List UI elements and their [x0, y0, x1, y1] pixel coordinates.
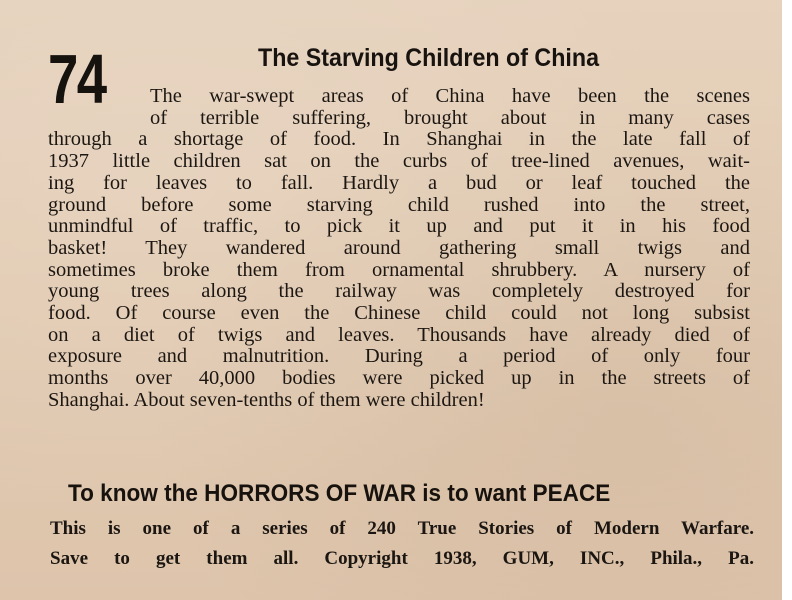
story-line: Shanghai. About seven-tenths of them were children!: [48, 388, 485, 411]
peace-slogan: To know the HORRORS OF WAR is to want PEACE: [68, 480, 611, 507]
story-line: months over 40,000 bodies were picked up in the streets of: [48, 367, 750, 390]
story-line: unmindful of traffic, to pick it up and put it in his food: [48, 215, 750, 238]
card-title: The Starving Children of China: [258, 44, 600, 72]
story-text: [48, 86, 750, 412]
story-line: ground before some starving child rushed into the street,: [48, 193, 750, 216]
story-line: on a diet of twigs and leaves. Thousands have already died of: [48, 323, 750, 346]
story-line: through a shortage of food. In Shanghai in the late fall of: [48, 128, 750, 151]
scan-border: [782, 0, 792, 600]
story-line: ing for leaves to fall. Hardly a bud or leaf touched the: [48, 171, 750, 194]
story-line: exposure and malnutrition. During a period of only four: [48, 345, 750, 368]
series-footer: [50, 514, 754, 574]
footer-line: This is one of a series of 240 True Stories of Modern Warfare.: [50, 518, 754, 539]
story-line: of terrible suffering, brought about in many cases: [150, 106, 750, 129]
story-line: The war-swept areas of China have been the scenes: [150, 85, 750, 107]
card-number: 74: [48, 40, 106, 118]
story-line: sometimes broke them from ornamental shrubbery. A nursery of: [48, 258, 750, 281]
footer-line: Save to get them all. Copyright 1938, GUM, INC., Phila., Pa.: [50, 548, 754, 569]
story-line: young trees along the railway was completely destroyed for: [48, 280, 750, 303]
story-line: 1937 little children sat on the curbs of tree-lined avenues, wait-: [48, 150, 750, 173]
story-line: food. Of course even the Chinese child could not long subsist: [48, 302, 750, 325]
story-line: basket! They wandered around gathering small twigs and: [48, 236, 750, 259]
